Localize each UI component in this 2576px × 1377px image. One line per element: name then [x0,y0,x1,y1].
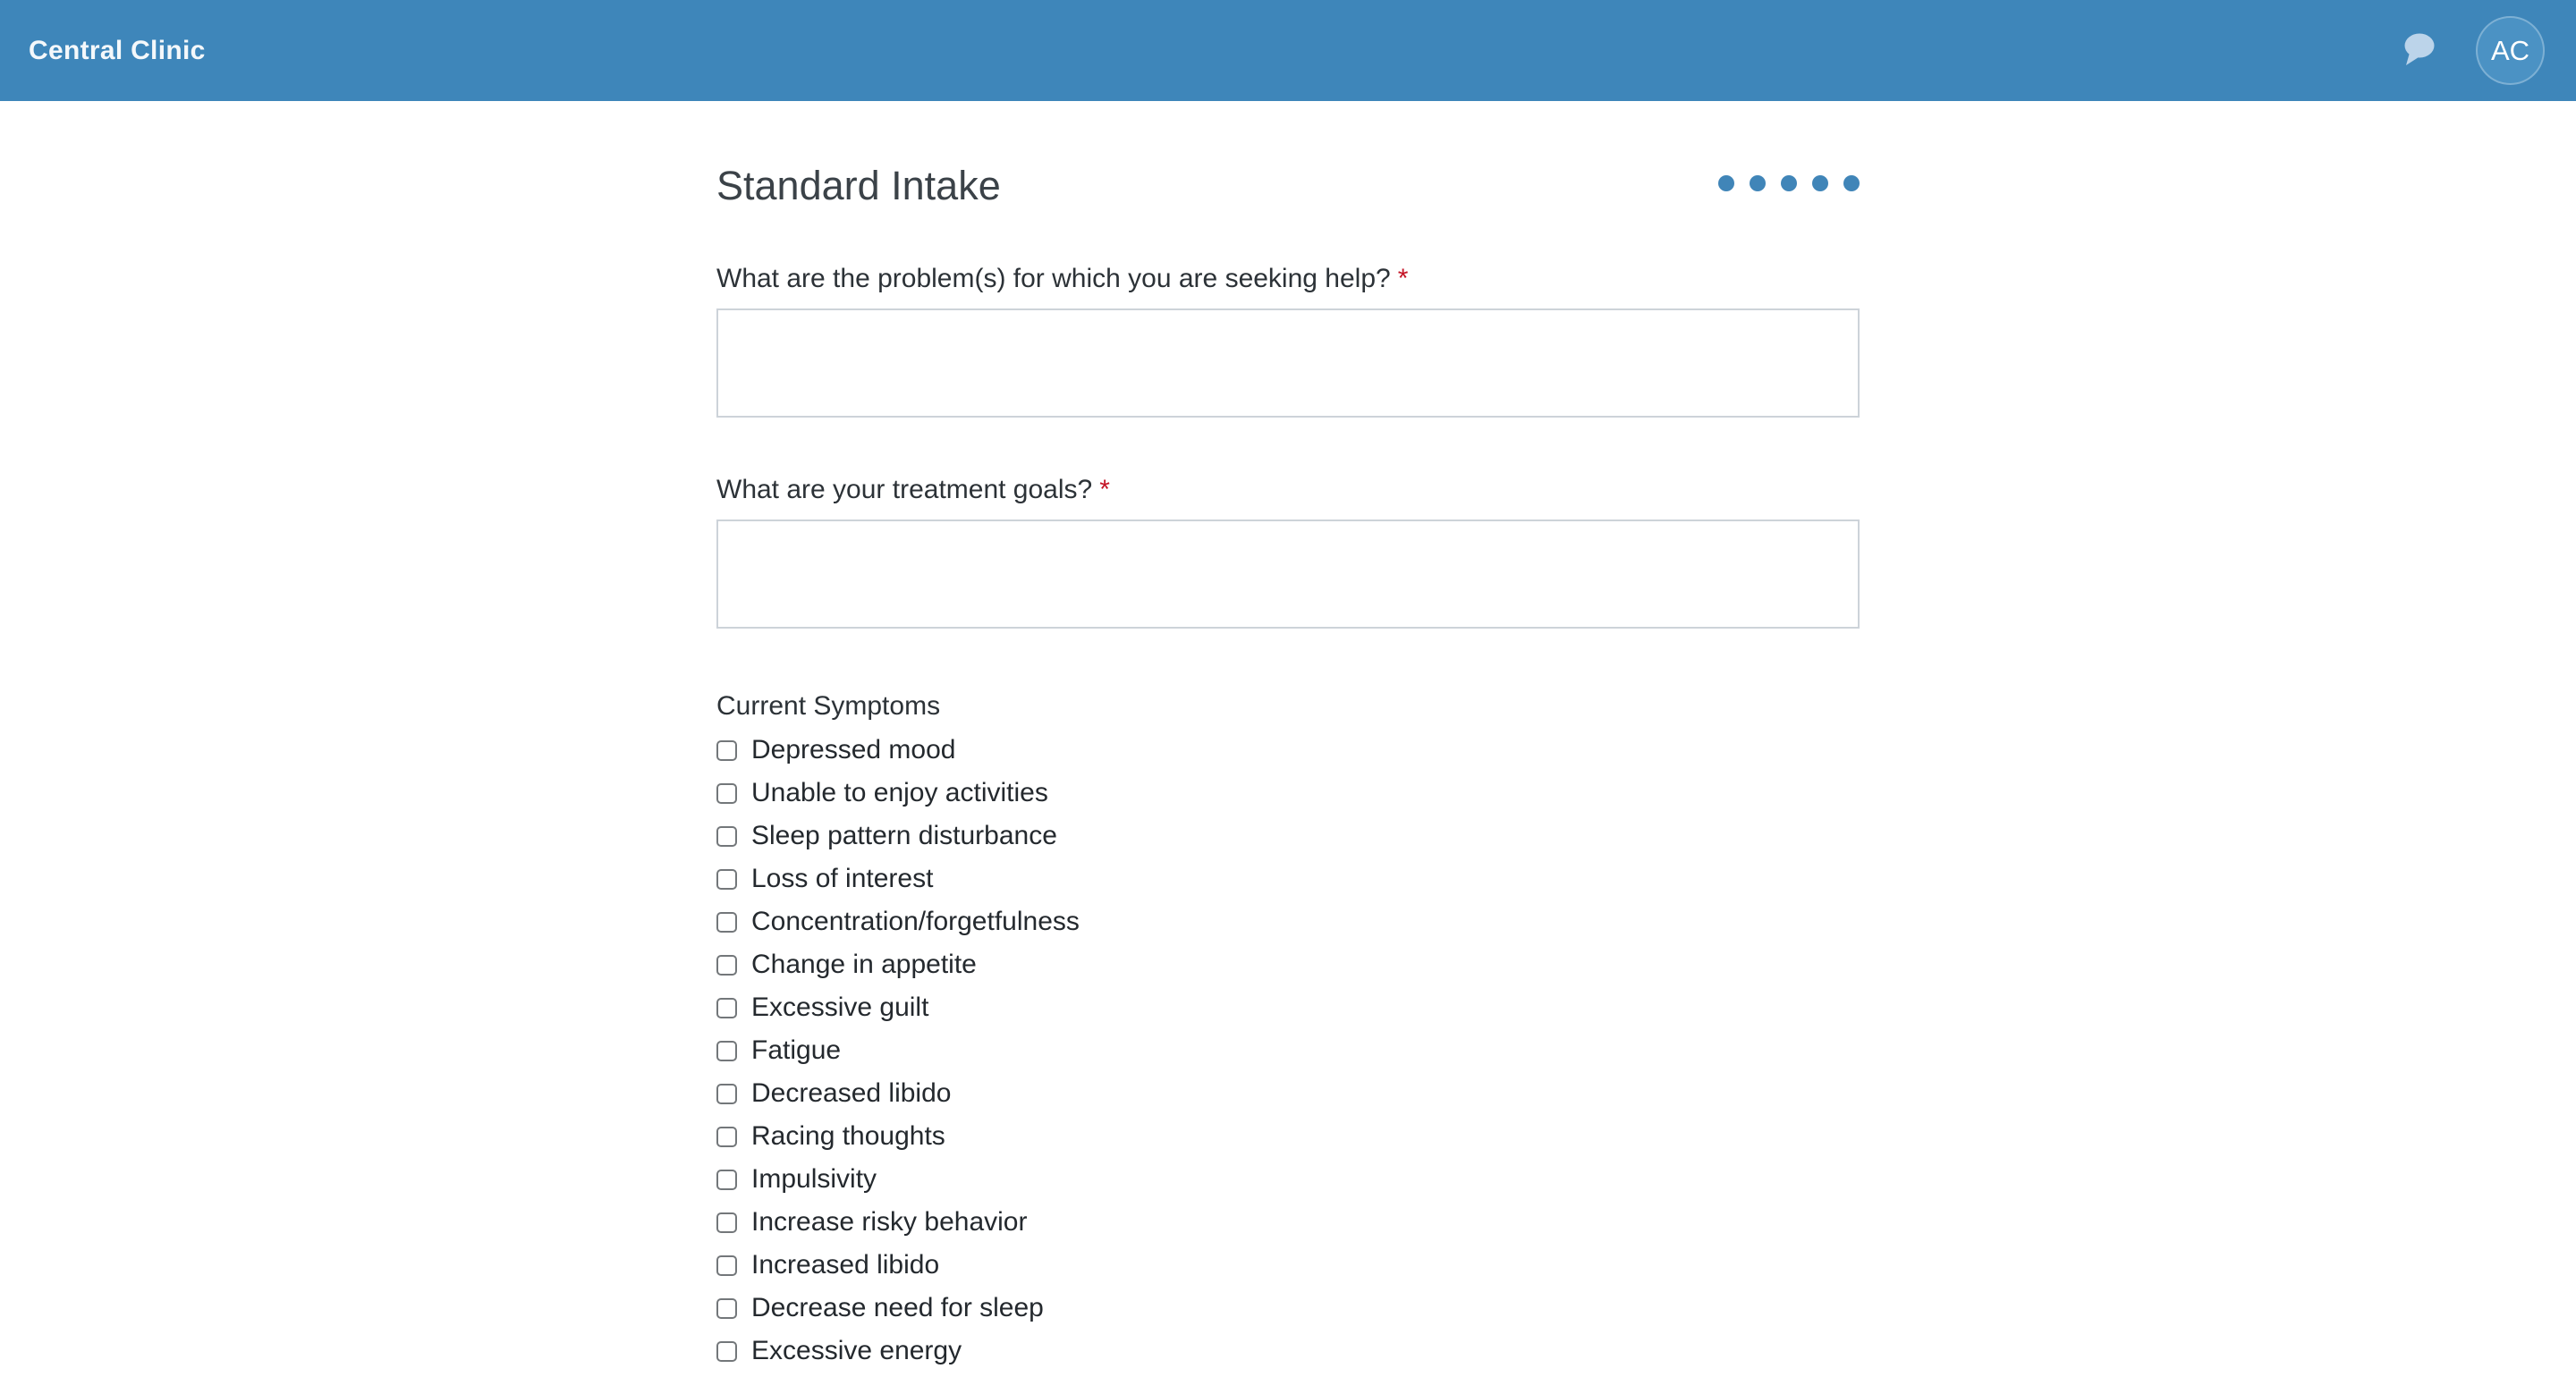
symptom-checkbox[interactable] [716,955,737,976]
symptom-checkbox-row[interactable] [716,1287,1860,1330]
current-symptoms-label: Current Symptoms [716,691,941,721]
symptom-checkbox-row[interactable] [716,1072,1860,1115]
symptom-label: Decrease need for sleep [751,1293,1044,1322]
question-problems-text: What are the problem(s) for which you are seeking help? [716,264,1391,293]
symptom-checkbox[interactable] [716,740,737,761]
symptom-label: Excessive guilt [751,993,929,1022]
topbar-actions [2401,16,2545,85]
progress-dots [1718,175,1860,191]
symptom-label: Fatigue [751,1035,842,1065]
symptom-label: Unable to enjoy activities [751,778,1048,807]
symptom-checkbox-row[interactable] [716,1029,1860,1072]
form-header-row [716,162,1860,210]
symptom-checkbox[interactable] [716,1341,737,1362]
symptom-checkbox-row[interactable] [716,772,1860,815]
symptom-checkbox-row[interactable] [716,900,1860,943]
page-title: Standard Intake [716,163,1001,208]
progress-dot [1843,175,1860,191]
symptom-label: Sleep pattern disturbance [751,821,1057,850]
question-problems-label [716,262,1860,296]
chat-bubble-icon[interactable] [2401,31,2436,71]
symptom-checkbox-row[interactable] [716,1244,1860,1287]
symptom-checkbox-row[interactable] [716,857,1860,900]
symptom-checkbox[interactable] [716,826,737,847]
symptoms-checkbox-list [716,729,1860,1373]
symptom-checkbox[interactable] [716,1127,737,1147]
symptom-label: Excessive energy [751,1336,962,1365]
symptom-label: Increased libido [751,1250,940,1280]
symptom-checkbox-row[interactable] [716,815,1860,857]
symptom-checkbox[interactable] [716,1255,737,1276]
symptom-label: Increase risky behavior [751,1207,1028,1237]
progress-dot [1718,175,1734,191]
symptom-checkbox[interactable] [716,1170,737,1190]
symptom-label: Impulsivity [751,1164,877,1194]
top-navigation-bar [0,0,2576,101]
progress-dot [1750,175,1766,191]
symptom-checkbox-row[interactable] [716,986,1860,1029]
symptom-checkbox-row[interactable] [716,1201,1860,1244]
symptom-checkbox[interactable] [716,1041,737,1061]
question-goals-text: What are your treatment goals? [716,475,1093,504]
symptom-checkbox[interactable] [716,869,737,890]
symptom-label: Racing thoughts [751,1121,945,1151]
symptom-label: Decreased libido [751,1078,952,1108]
symptom-checkbox[interactable] [716,1084,737,1104]
symptom-checkbox-row[interactable] [716,943,1860,986]
symptom-checkbox[interactable] [716,783,737,804]
symptom-label: Loss of interest [751,864,934,893]
symptom-checkbox-row[interactable] [716,1158,1860,1201]
problems-textarea[interactable] [716,308,1860,418]
progress-dot [1781,175,1797,191]
question-goals-label [716,473,1860,507]
user-avatar[interactable] [2476,16,2545,85]
symptom-checkbox[interactable] [716,1212,737,1233]
required-asterisk: * [1099,475,1110,504]
symptom-label: Change in appetite [751,950,977,979]
avatar-initials: AC [2490,34,2530,66]
symptom-checkbox[interactable] [716,1298,737,1319]
symptom-label: Concentration/forgetfulness [751,907,1080,936]
intake-form [716,101,1860,1373]
progress-dot [1812,175,1828,191]
symptom-checkbox-row[interactable] [716,1330,1860,1373]
symptom-label: Depressed mood [751,735,956,765]
clinic-name: Central Clinic [29,35,206,65]
symptom-checkbox-row[interactable] [716,1115,1860,1158]
symptom-checkbox-row[interactable] [716,729,1860,772]
symptom-checkbox[interactable] [716,912,737,933]
required-asterisk: * [1397,264,1409,293]
symptom-checkbox[interactable] [716,998,737,1018]
goals-textarea[interactable] [716,520,1860,629]
